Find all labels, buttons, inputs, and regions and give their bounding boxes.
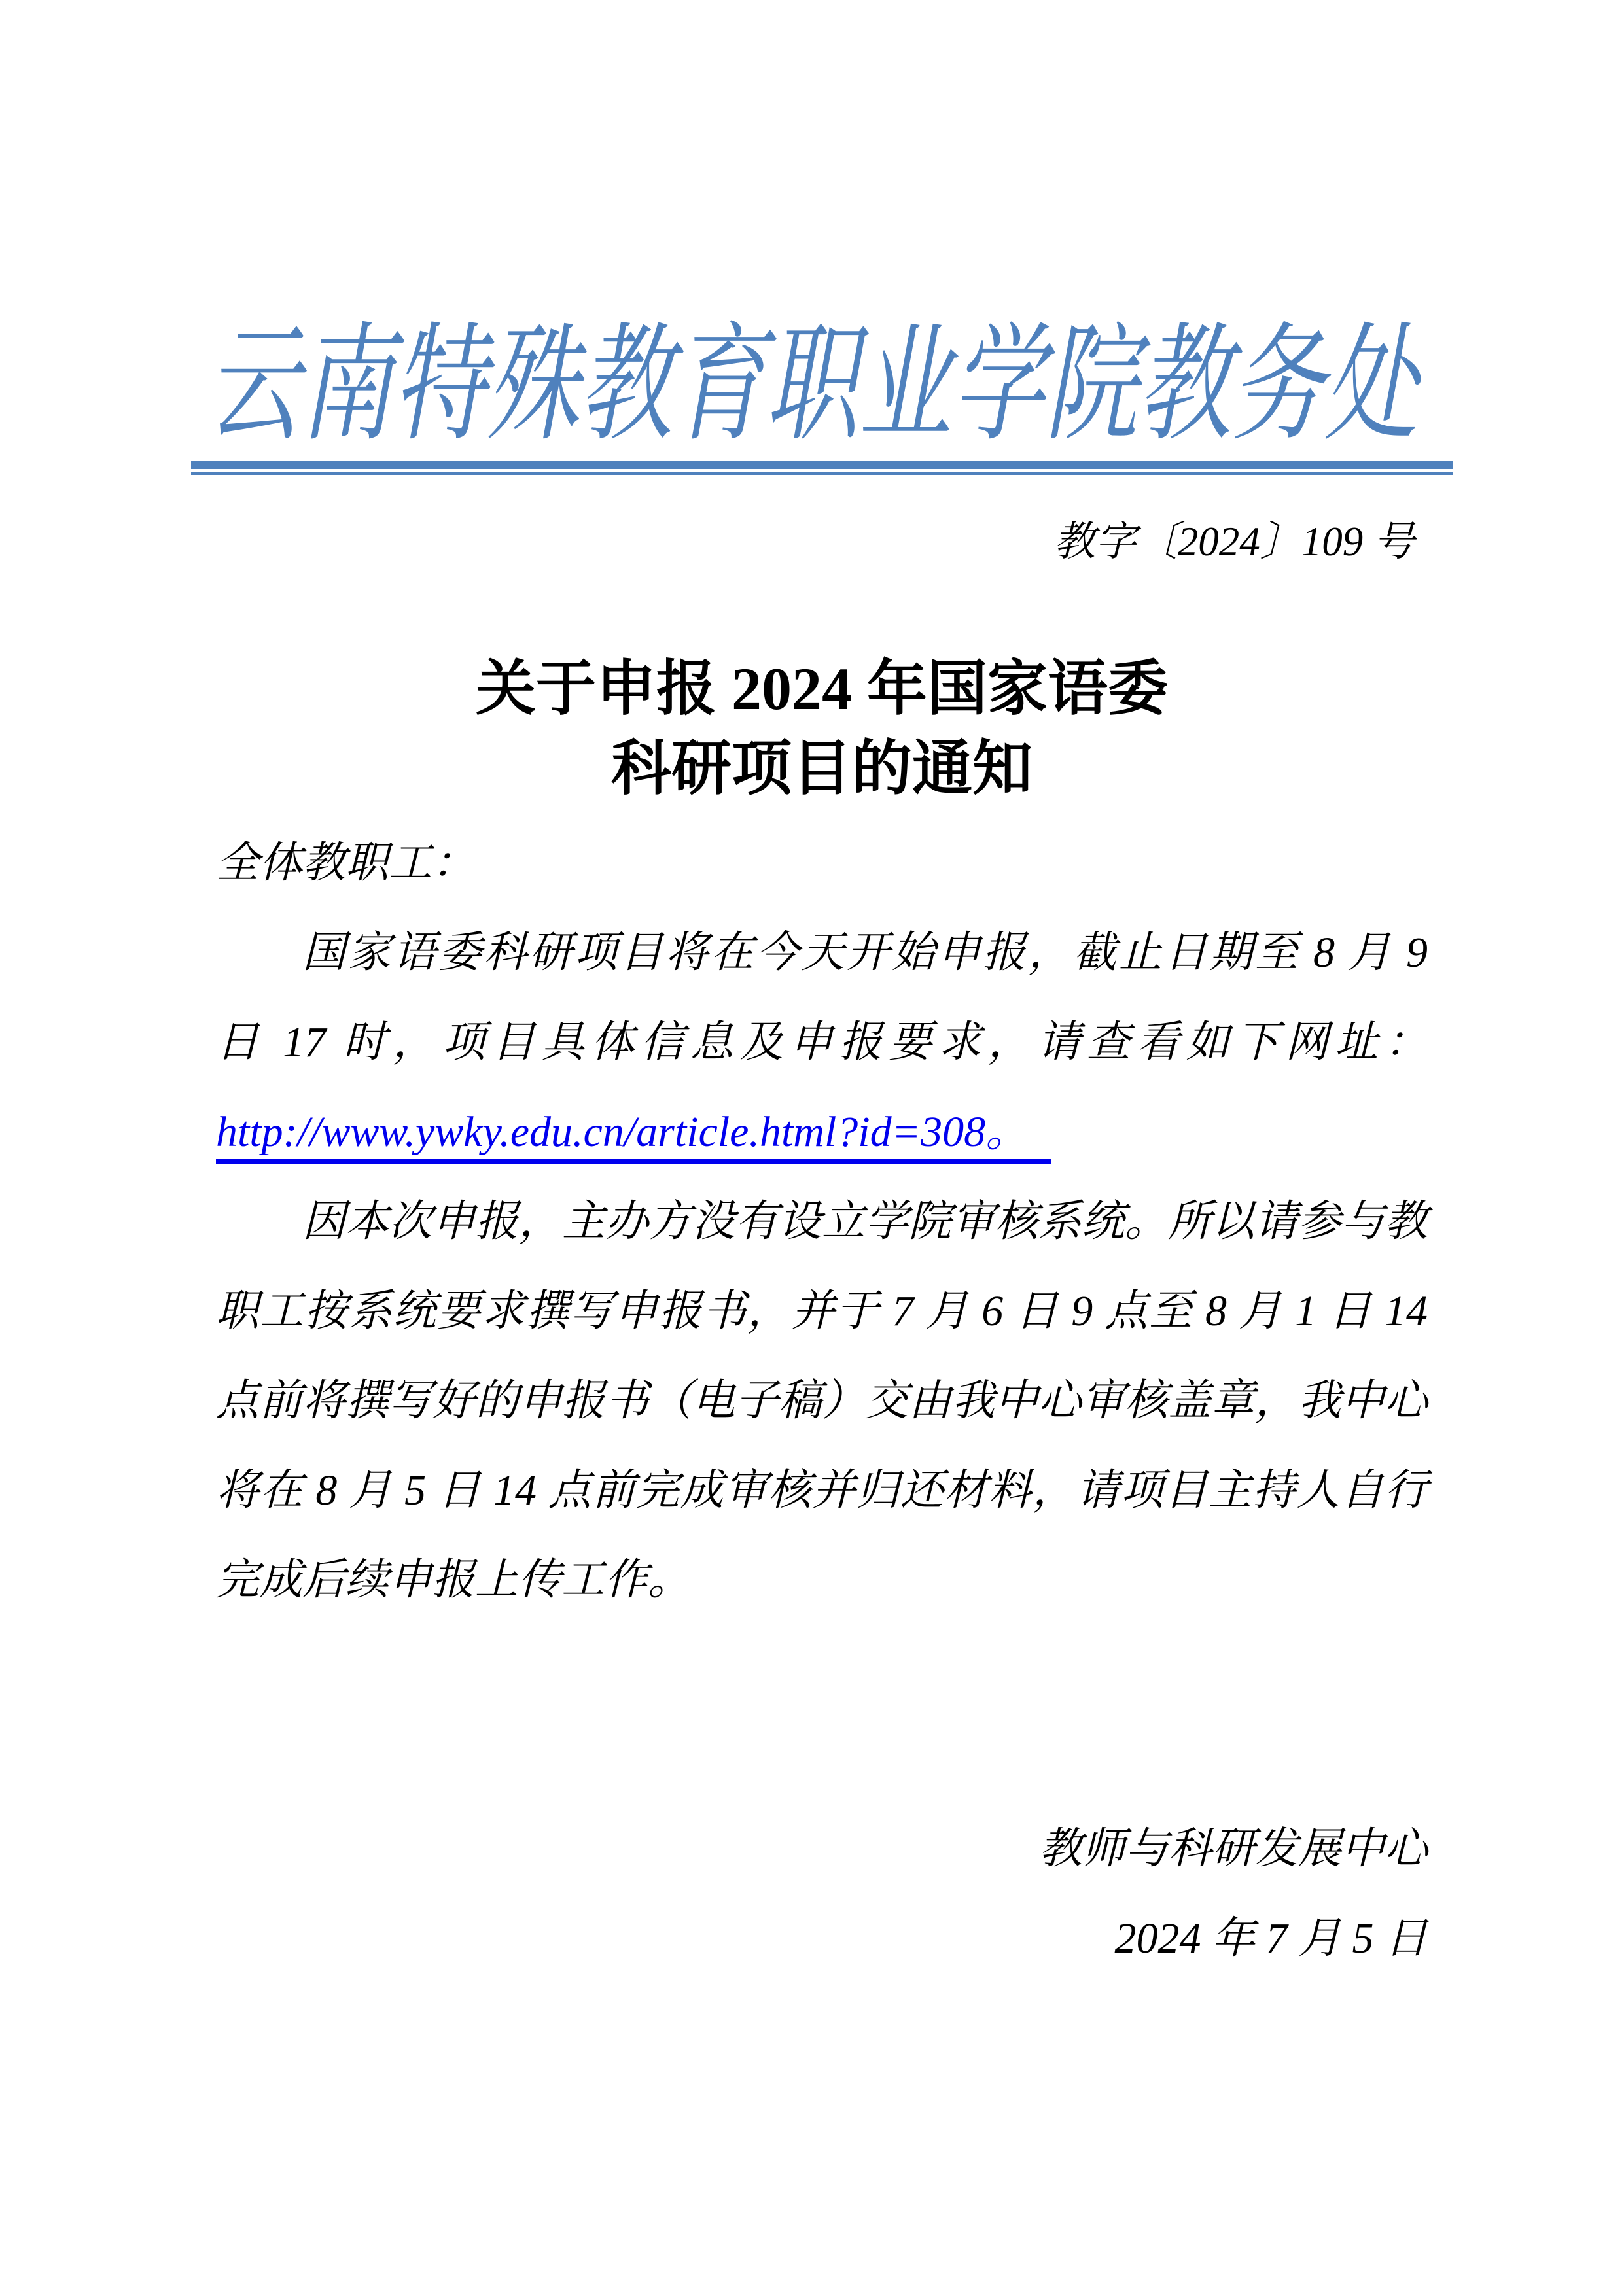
signature-date: 2024 年 7 月 5 日 (1114, 1915, 1428, 1962)
document-number: 教字〔2024〕109 号 (1053, 519, 1415, 565)
blank-line (216, 1625, 1428, 1714)
paragraph2-line-5: 完成后续申报上传工作。 (216, 1556, 691, 1604)
notice-title-line-1: 关于申报 2024 年国家语委 (475, 655, 1168, 722)
notice-body (216, 818, 1428, 1983)
blank-line (216, 1714, 1428, 1804)
paragraph2-line-2: 职工按系统要求撰写申报书，并于 7 月 6 日 9 点至 8 月 1 日 14 (216, 1287, 1428, 1335)
salutation: 全体教职工： (216, 839, 475, 887)
link-line (216, 1087, 1428, 1177)
paragraph1-line-1: 国家语委科研项目将在今天开始申报，截止日期至 8 月 9 (302, 929, 1428, 977)
letterhead-rule-thick (191, 461, 1453, 469)
article-link[interactable]: http://www.ywky.edu.cn/article.html?id=308。 (216, 1109, 1051, 1164)
letterhead-masthead: 云南特殊教育职业学院教务处 (206, 315, 1418, 457)
paragraph2-line-4: 将在 8 月 5 日 14 点前完成审核并归还材料，请项目主持人自行 (216, 1467, 1428, 1514)
notice-title-line-2: 科研项目的通知 (610, 735, 1033, 802)
letterhead-rule-thin (191, 472, 1453, 475)
paragraph1-line-2: 日 17 时，项目具体信息及申报要求，请查看如下网址： (216, 1018, 1428, 1066)
notice-title (216, 649, 1428, 809)
paragraph2-line-1: 因本次申报，主办方没有设立学院审核系统。所以请参与教 (302, 1198, 1428, 1245)
signature-org: 教师与科研发展中心 (1039, 1825, 1428, 1873)
paragraph2-line-3: 点前将撰写好的申报书（电子稿）交由我中心审核盖章，我中心 (216, 1377, 1428, 1425)
